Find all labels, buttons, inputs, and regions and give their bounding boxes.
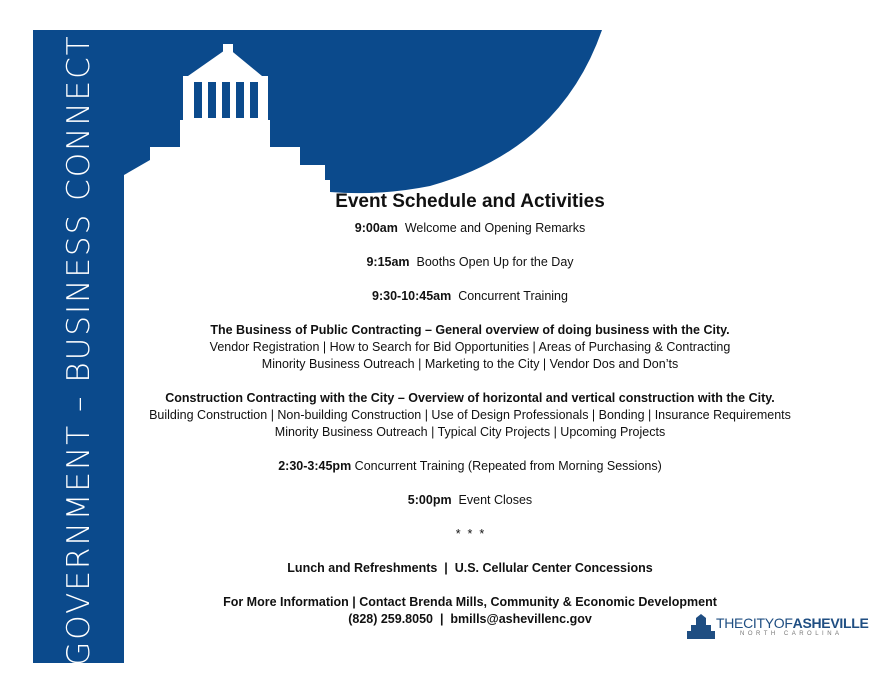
schedule-activity: Booths Open Up for the Day — [416, 255, 574, 269]
schedule-item — [130, 288, 810, 305]
training-2-heading: Construction Contracting with the City – Overview of horizontal and vertical construction with the City. — [165, 391, 775, 405]
contact-line-1: For More Information | Contact Brenda Mills, Community & Economic Development — [223, 595, 717, 609]
schedule-time: 9:30-10:45am — [372, 289, 452, 303]
logo-prefix: THECITYOF — [716, 615, 793, 631]
schedule-time: 2:30-3:45pm — [278, 459, 352, 473]
schedule-activity: Event Closes — [458, 493, 533, 507]
lunch-info: Lunch and Refreshments | U.S. Cellular Center Concessions — [287, 561, 653, 575]
schedule-activity: Welcome and Opening Remarks — [404, 221, 586, 235]
event-schedule — [130, 190, 810, 628]
schedule-time: 5:00pm — [407, 493, 452, 507]
training-1-topics-line2: Minority Business Outreach | Marketing to the City | Vendor Dos and Don’ts — [261, 357, 679, 371]
page-title: Event Schedule and Activities — [335, 191, 605, 212]
schedule-activity: Concurrent Training — [458, 289, 568, 303]
logo-wordmark — [716, 615, 869, 631]
training-1-heading: The Business of Public Contracting – General overview of doing business with the City. — [210, 323, 730, 337]
schedule-item — [130, 254, 810, 271]
separator: * * * — [455, 527, 485, 541]
training-1-topics-line1: Vendor Registration | How to Search for Bid Opportunities | Areas of Purchasing & Contracting — [209, 340, 731, 354]
logo-subtitle: NORTH CAROLINA — [740, 631, 843, 637]
schedule-item — [130, 220, 810, 237]
schedule-activity: Concurrent Training (Repeated from Morning Sessions) — [354, 459, 662, 473]
schedule-time: 9:15am — [366, 255, 410, 269]
vertical-banner-text: GOVERNMENT – BUSINESS CONNECT — [61, 34, 97, 666]
contact-line-2: (828) 259.8050 | bmills@ashevillenc.gov — [348, 612, 592, 626]
schedule-item — [130, 492, 810, 509]
schedule-item — [130, 458, 810, 475]
schedule-time: 9:00am — [354, 221, 398, 235]
training-2-topics-line1: Building Construction | Non-building Construction | Use of Design Professionals | Bonding | Insurance Requirements — [149, 408, 791, 422]
training-2-topics-line2: Minority Business Outreach | Typical City Projects | Upcoming Projects — [274, 425, 666, 439]
logo-name: ASHEVILLE — [792, 615, 869, 631]
